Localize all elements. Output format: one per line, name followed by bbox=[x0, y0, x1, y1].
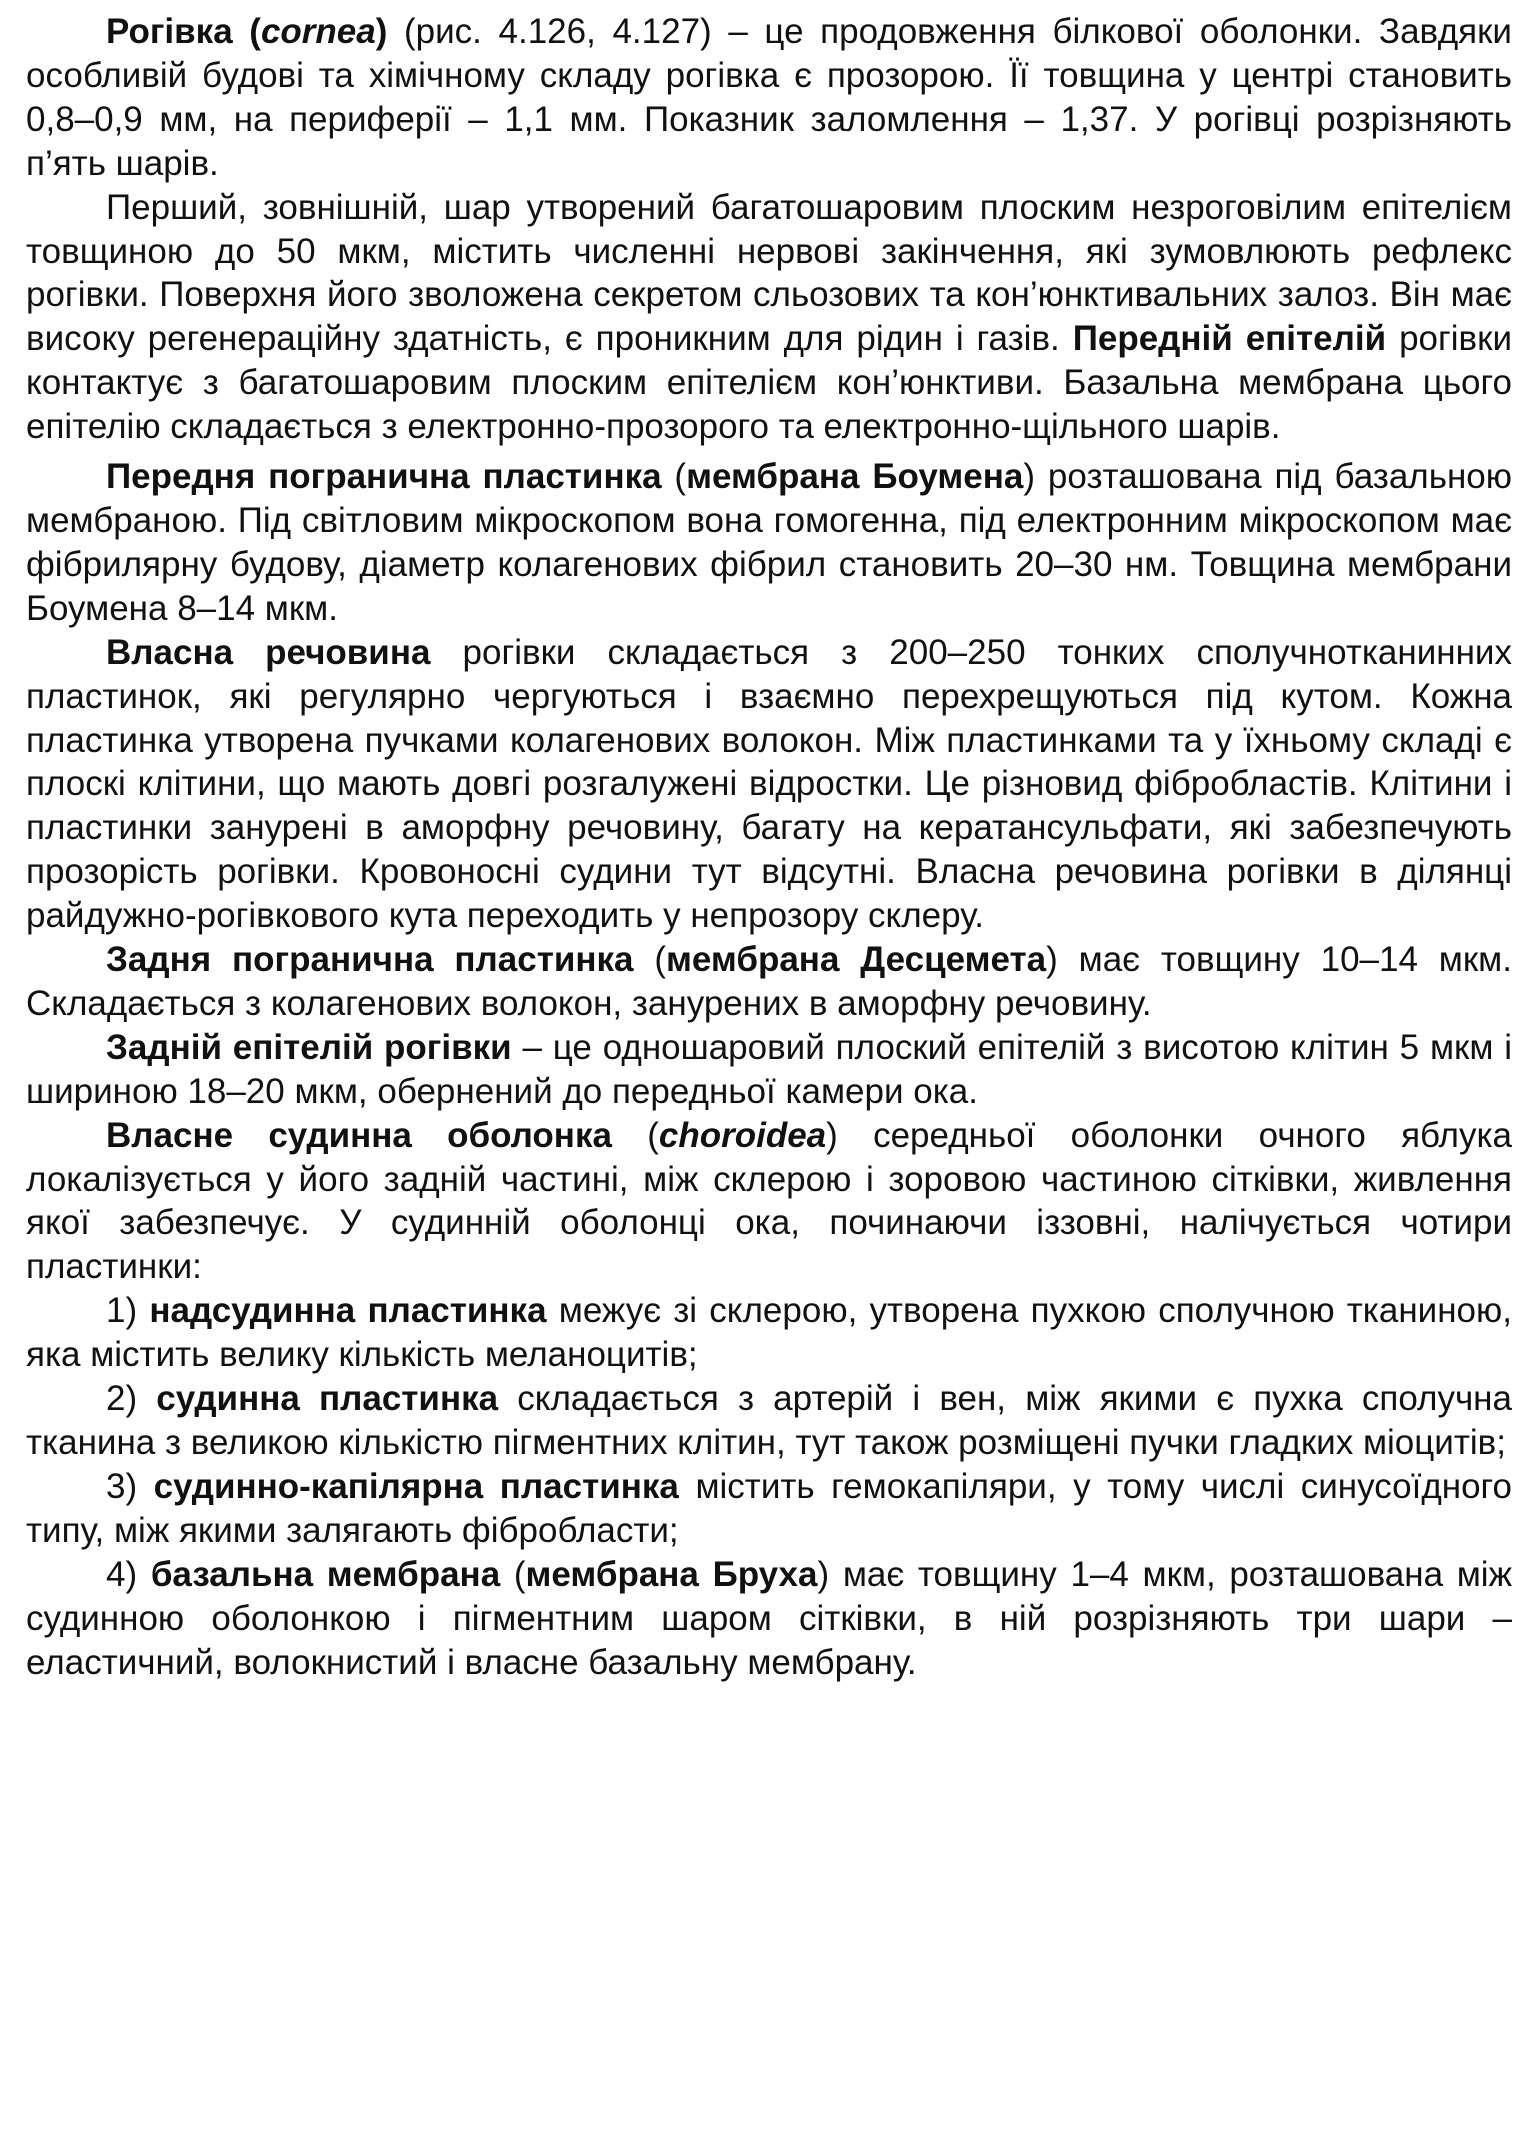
text-run: 4) bbox=[106, 1554, 151, 1594]
text-run: ( bbox=[661, 457, 687, 497]
emphasized-term: мембрана Боумена bbox=[686, 457, 1024, 497]
paragraph-suprachoroid-lamina bbox=[26, 1289, 1512, 1377]
text-run: ) розташована під базальною мембраною. Під світловим мікроскопом вона гомогенна, під електронним мікроскопом має фібрилярну будову, діаметр колагенових фібрил становить 20–30 нм. Товщина мембрани Боумена 8–14 мкм. bbox=[26, 457, 1512, 628]
emphasized-term: Рогівка ( bbox=[106, 12, 261, 51]
emphasized-term: Передня погранична пластинка bbox=[106, 457, 662, 497]
emphasized-term: базальна мембрана bbox=[150, 1554, 501, 1594]
text-run: ) має товщину 1–4 мкм, розташована між судинною оболонкою і пігментним шаром сітківки, в ній розрізняють три шари – еластичний, волокнистий і власне базальну мембрану. bbox=[26, 1554, 1512, 1682]
text-run: ) має товщину 10–14 мкм. Складається з колагенових волокон, занурених в аморфну речовину. bbox=[26, 940, 1512, 1023]
paragraph-anterior-epithelium bbox=[26, 186, 1512, 449]
text-run: (рис. 4.126, 4.127) – це продовження білкової оболонки. Завдяки особливій будові та хімічному складу рогівка є прозорою. Її товщина у центрі становить 0,8–0,9 мм, на периферії – 1,1 мм. Показник заломлення – 1,37. У рогівці розрізняють п’ять шарів. bbox=[26, 12, 1512, 183]
emphasized-term: мембрана Десцемета bbox=[666, 940, 1047, 980]
emphasized-term: Задній епітелій рогівки bbox=[106, 1027, 512, 1067]
text-run: ( bbox=[500, 1554, 526, 1594]
text-run: ( bbox=[633, 940, 667, 980]
paragraph-bowman-membrane bbox=[26, 455, 1512, 631]
emphasized-term: choroidea bbox=[658, 1115, 827, 1155]
text-run: 1) bbox=[106, 1291, 150, 1331]
paragraph-cornea-intro bbox=[26, 10, 1512, 186]
text-run: складається з артерій і вен, між якими є пухка сполучна тканина з великою кількістю пігментних клітин, тут також розміщені пучки гладких міоцитів; bbox=[26, 1379, 1512, 1462]
emphasized-term: судинна пластинка bbox=[156, 1379, 499, 1419]
paragraph-choriocapillary-lamina bbox=[26, 1465, 1512, 1553]
text-run: 2) bbox=[106, 1379, 157, 1419]
emphasized-term: Задня погранична пластинка bbox=[106, 940, 634, 980]
text-run: містить гемокапіляри, у тому числі синусоїдного типу, між якими залягають фібробласти; bbox=[26, 1466, 1513, 1550]
text-run: ( bbox=[611, 1115, 659, 1155]
emphasized-term: Власна речовина bbox=[106, 632, 431, 672]
text-run: ) середньої оболонки очного яблука локалізується у його задній частині, між склерою і зоровою частиною сітківки, живлення якої забезпечує. У судинній оболонці ока, починаючи іззовні, налічується чотири пластинки: bbox=[26, 1115, 1512, 1287]
emphasized-term: надсудинна пластинка bbox=[149, 1291, 547, 1331]
textbook-page bbox=[26, 10, 1512, 1684]
emphasized-term: Передній епітелій bbox=[1072, 319, 1387, 359]
text-run: рогівки складається з 200–250 тонких сполучнотканинних пластинок, які регулярно чергуються і взаємно перехрещуються під кутом. Кожна пластинка утворена пучками колагенових волокон. Між пластинками та у їхньому складі є плоскі клітини, що мають довгі розгалужені відростки. Це різновид фібробластів. Клітини і пластинки занурені в аморфну речовину, багату на кератансульфати, які забезпечують прозорість рогівки. Кровоносні судини тут відсутні. Власна речовина рогівки в ділянці райдужно-рогівкового кута переходить у непрозору склеру. bbox=[26, 632, 1512, 936]
paragraph-bruch-membrane bbox=[26, 1553, 1512, 1685]
paragraph-choroid-intro bbox=[26, 1114, 1512, 1290]
text-run: 3) bbox=[106, 1466, 154, 1506]
emphasized-term: мембрана Бруха bbox=[525, 1554, 818, 1594]
emphasized-term: ) bbox=[375, 12, 388, 51]
text-run: рогівки контактує з багатошаровим плоским епітелієм кон’юнктиви. Базальна мембрана цього епітелію складається з електронно-прозорого та електронно-щільного шарів. bbox=[26, 319, 1512, 447]
paragraph-posterior-epithelium bbox=[26, 1026, 1512, 1114]
paragraph-stroma bbox=[26, 631, 1512, 938]
text-run: Перший, зовнішній, шар утворений багатошаровим плоским незроговілим епітелієм товщиною до 50 мкм, містить численні нервові закінчення, які зумовлюють рефлекс рогівки. Поверхня його зволожена секретом сльозових та кон’юнктивальних залоз. Він має високу регенераційну здатність, є проникним для рідин і газів. bbox=[26, 187, 1512, 359]
paragraph-vascular-lamina bbox=[26, 1377, 1512, 1465]
text-run: межує зі склерою, утворена пухкою сполучною тканиною, яка містить велику кількість меланоцитів; bbox=[26, 1291, 1512, 1375]
text-run: – це одношаровий плоский епітелій з висотою клітин 5 мкм і шириною 18–20 мкм, обернений до передньої камери ока. bbox=[26, 1027, 1512, 1111]
emphasized-term: судинно-капілярна пластинка bbox=[153, 1466, 679, 1506]
paragraph-descemet-membrane bbox=[26, 938, 1512, 1026]
emphasized-term: cornea bbox=[260, 12, 376, 51]
emphasized-term: Власне судинна оболонка bbox=[106, 1115, 612, 1155]
